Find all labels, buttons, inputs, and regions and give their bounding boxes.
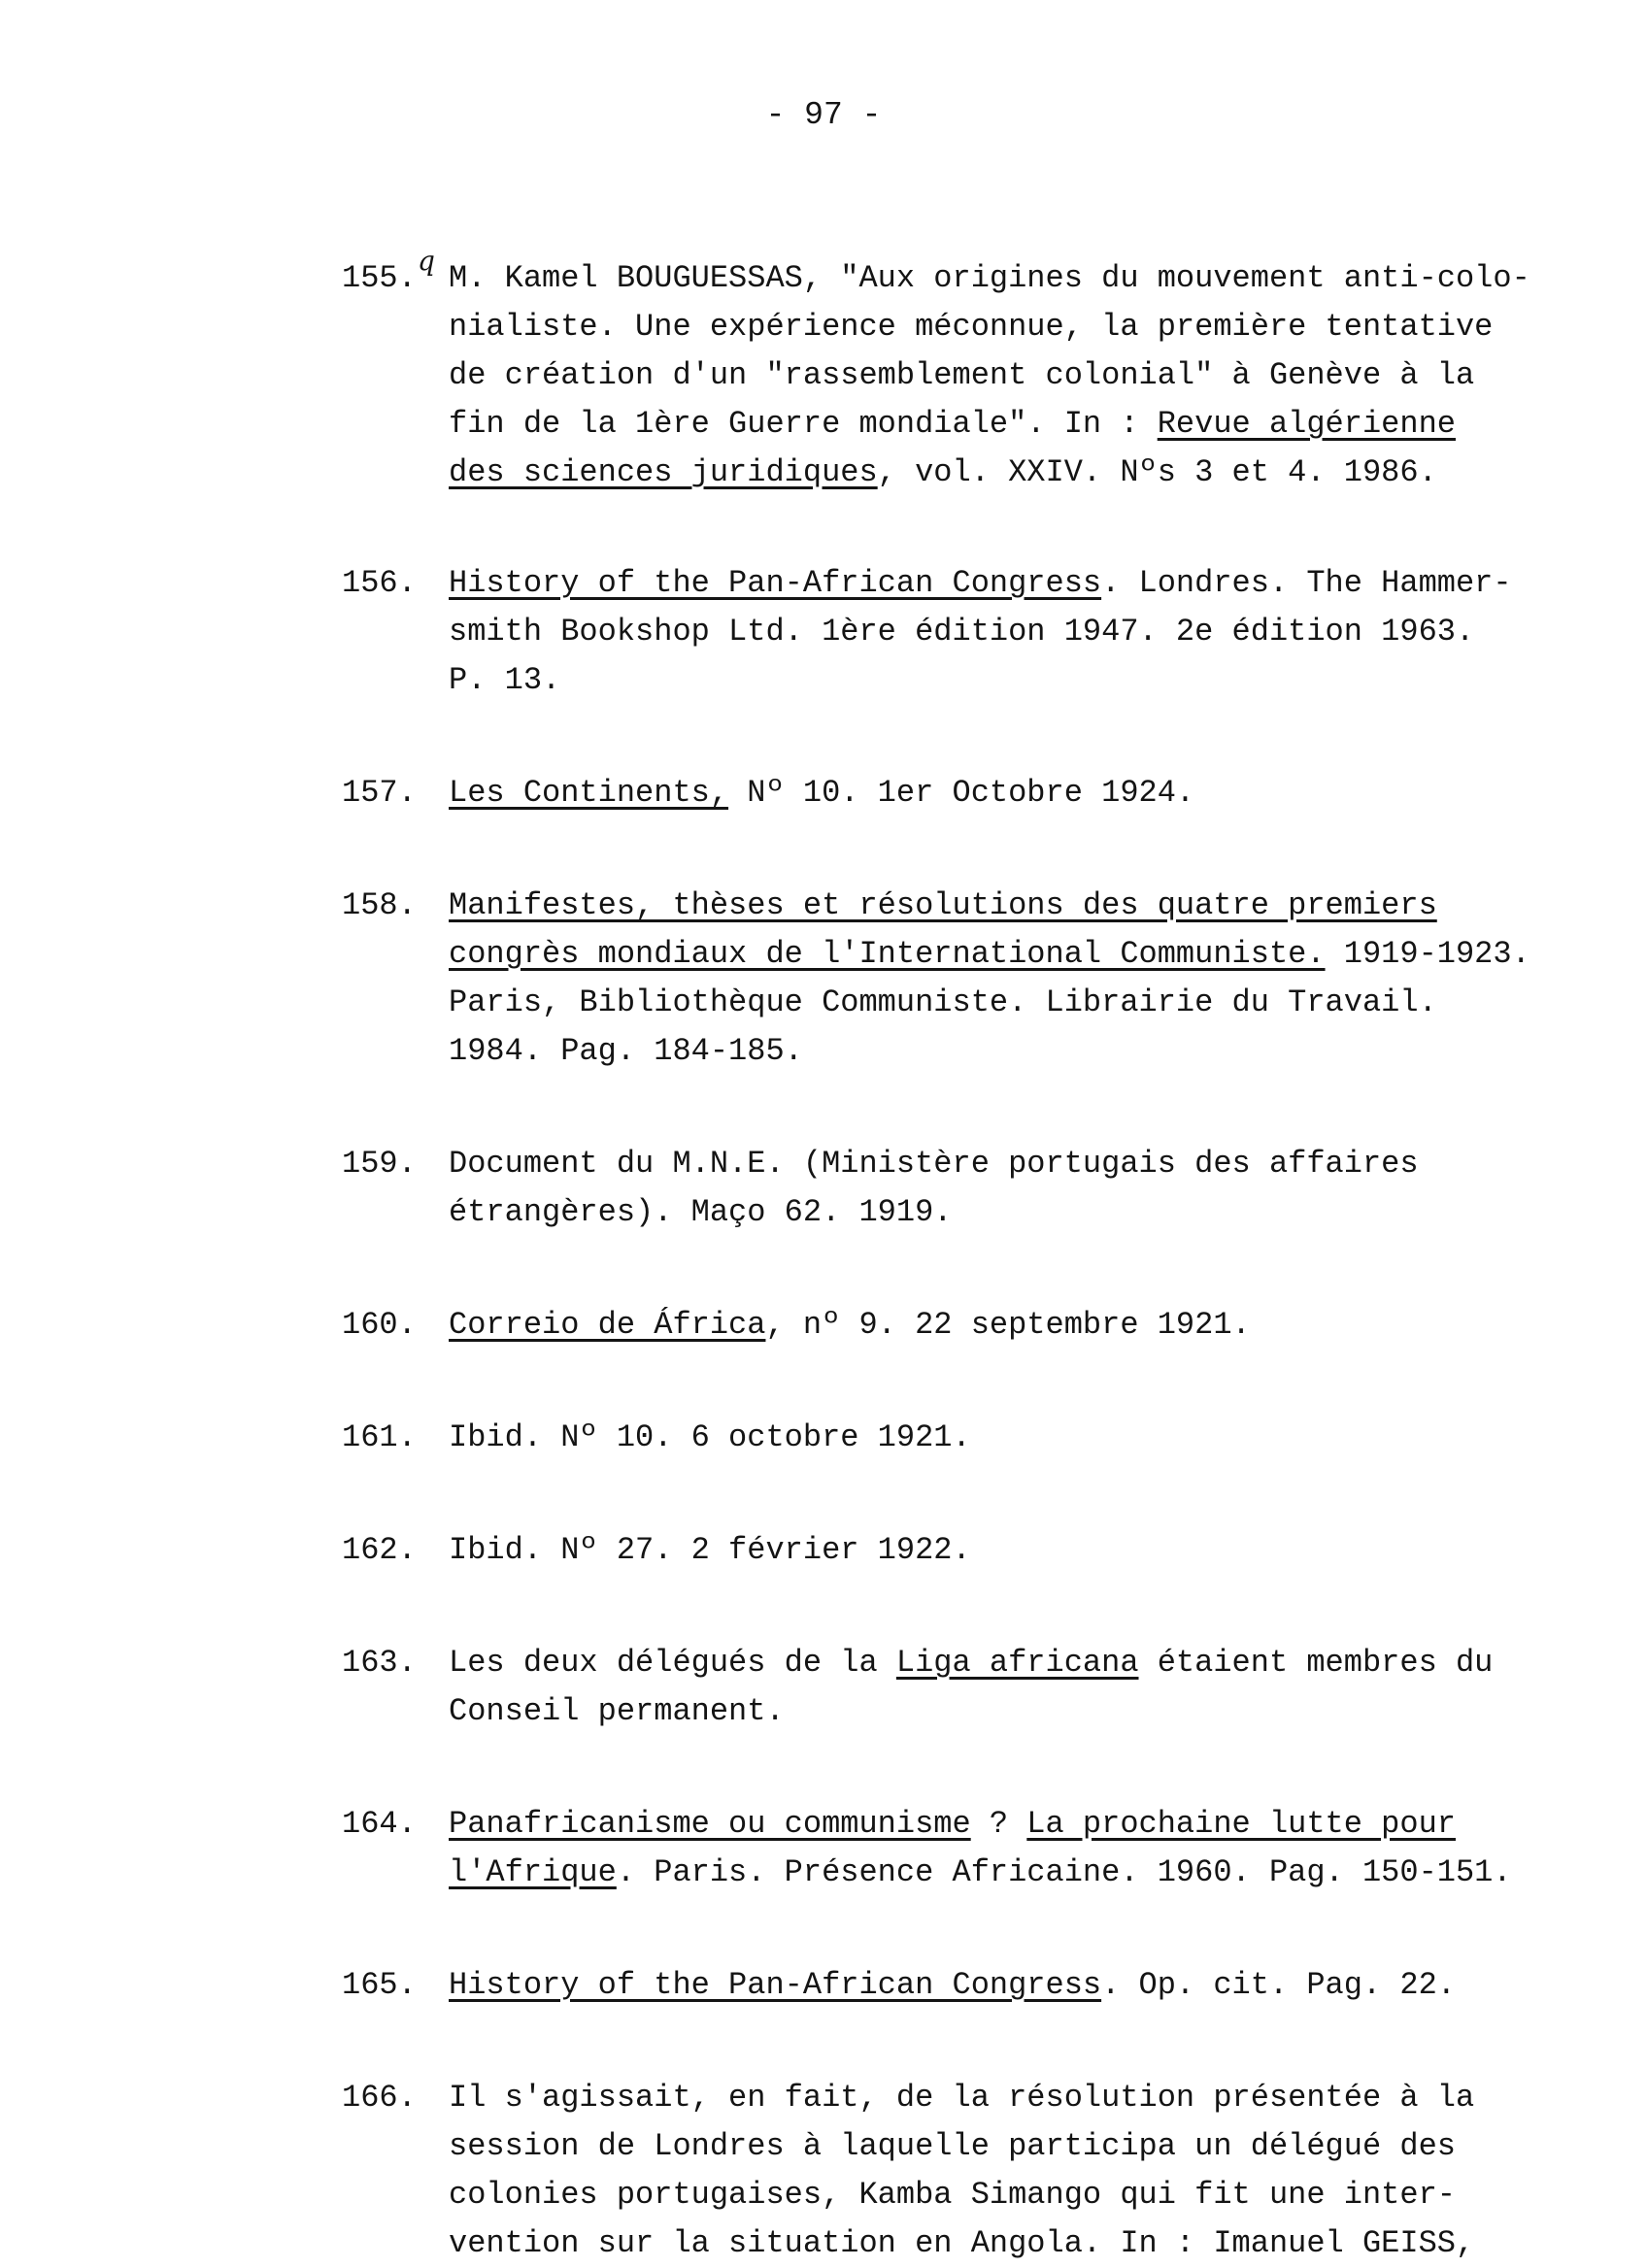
endnote-line	[449, 2171, 1604, 2219]
underlined-title: Manifestes, thèses et résolutions des quatre premiers	[449, 887, 1437, 923]
underlined-title: l'Afrique	[449, 1854, 617, 1890]
endnote-163	[342, 1639, 1604, 1736]
endnote-text: étrangères). Maço 62. 1919.	[449, 1194, 953, 1230]
endnote-text: Nº 10. 1er Octobre 1924.	[728, 775, 1195, 811]
endnote-number: 165.	[342, 1967, 417, 2003]
endnote-text: ?	[970, 1806, 1027, 1842]
endnote-text: Document du M.N.E. (Ministère portugais des affaires	[449, 1146, 1419, 1182]
endnote-number: 164.	[342, 1806, 417, 1842]
endnote-text: M. Kamel BOUGUESSAS, "Aux origines du mouvement anti-colo-	[449, 260, 1530, 296]
endnote-157	[342, 769, 1604, 817]
endnote-155	[342, 245, 1604, 497]
endnote-text: . Op. cit. Pag. 22.	[1101, 1967, 1456, 2003]
underlined-title: La prochaine lutte pour	[1026, 1806, 1456, 1842]
endnote-text: Il s'agissait, en fait, de la résolution présentée à la	[449, 2080, 1475, 2116]
handwritten-annotation: q	[418, 245, 435, 277]
endnote-line	[449, 1301, 1604, 1350]
endnote-line	[449, 1027, 1604, 1076]
endnote-156	[342, 559, 1604, 705]
endnote-162	[342, 1526, 1604, 1575]
endnote-line	[449, 1800, 1604, 1849]
endnote-number: 159.	[342, 1146, 417, 1182]
endnote-number: 157.	[342, 775, 417, 811]
endnote-text: , vol. XXIV. Nºs 3 et 4. 1986.	[877, 454, 1437, 490]
endnote-line	[449, 1687, 1604, 1736]
endnote-text: 1919-1923.	[1325, 936, 1530, 972]
endnote-text: , nº 9. 22 septembre 1921.	[765, 1307, 1251, 1343]
endnote-line	[449, 769, 1604, 817]
endnote-line	[449, 254, 1604, 303]
endnote-number: 156.	[342, 565, 417, 601]
endnote-line	[449, 930, 1604, 979]
endnote-line	[449, 2122, 1604, 2171]
endnote-text: Paris, Bibliothèque Communiste. Librairie du Travail.	[449, 984, 1437, 1020]
underlined-title: History of the Pan-African Congress	[449, 1967, 1102, 2003]
endnote-number: 160.	[342, 1307, 417, 1343]
endnote-text: . Londres. The Hammer-	[1101, 565, 1512, 601]
endnote-158	[342, 882, 1604, 1076]
endnote-text: Ibid. Nº 27. 2 février 1922.	[449, 1532, 971, 1568]
underlined-title: History of the Pan-African Congress	[449, 565, 1102, 601]
endnote-159	[342, 1140, 1604, 1237]
endnote-164	[342, 1800, 1604, 1897]
endnote-number: 161.	[342, 1419, 417, 1455]
endnote-line	[449, 608, 1604, 656]
underlined-title: Revue algérienne	[1157, 406, 1456, 442]
underlined-title: Liga africana	[895, 1645, 1139, 1681]
endnote-line	[449, 882, 1604, 930]
endnote-text: session de Londres à laquelle participa un délégué des	[449, 2128, 1456, 2164]
endnote-line	[449, 979, 1604, 1027]
endnote-text: fin de la 1ère Guerre mondiale". In :	[449, 406, 1158, 442]
endnote-text: . Paris. Présence Africaine. 1960. Pag. 150-151.	[616, 1854, 1512, 1890]
endnote-text: P. 13.	[449, 662, 561, 698]
endnote-number: 163.	[342, 1645, 417, 1681]
endnote-line	[449, 1961, 1604, 2010]
endnote-165	[342, 1961, 1604, 2010]
endnote-text: colonies portugaises, Kamba Simango qui fit une inter-	[449, 2177, 1456, 2213]
underlined-title: Correio de África	[449, 1307, 766, 1343]
endnote-number: 166.	[342, 2080, 417, 2116]
endnote-text: smith Bookshop Ltd. 1ère édition 1947. 2e édition 1963.	[449, 614, 1475, 650]
endnote-line	[449, 1526, 1604, 1575]
endnote-text: de création d'un "rassemblement colonial" à Genève à la	[449, 357, 1475, 393]
endnote-line	[449, 1414, 1604, 1462]
endnote-text: nialiste. Une expérience méconnue, la première tentative	[449, 309, 1494, 345]
endnote-line	[449, 559, 1604, 608]
endnote-line	[449, 303, 1604, 351]
endnote-line	[449, 1849, 1604, 1897]
endnote-line	[449, 351, 1604, 400]
endnote-line	[449, 1639, 1604, 1687]
endnote-160	[342, 1301, 1604, 1350]
endnote-text: étaient membres du	[1138, 1645, 1494, 1681]
underlined-title: Les Continents,	[449, 775, 729, 811]
endnote-number: 162.	[342, 1532, 417, 1568]
endnote-text: Conseil permanent.	[449, 1693, 785, 1729]
endnote-line	[449, 2074, 1604, 2122]
endnote-text: Ibid. Nº 10. 6 octobre 1921.	[449, 1419, 971, 1455]
endnote-line	[449, 2219, 1604, 2268]
endnote-text: Les deux délégués de la	[449, 1645, 896, 1681]
underlined-title: des sciences juridiques	[449, 454, 878, 490]
endnote-line	[449, 449, 1604, 497]
underlined-title: Panafricanisme ou communisme	[449, 1806, 971, 1842]
page-number: - 97 -	[765, 97, 882, 133]
endnote-text: vention sur la situation en Angola. In : Imanuel GEISS,	[449, 2225, 1475, 2261]
endnote-line	[449, 1188, 1604, 1237]
endnote-166	[342, 2074, 1604, 2268]
endnote-line	[449, 400, 1604, 449]
endnote-number: 155.	[342, 260, 417, 296]
endnote-161	[342, 1414, 1604, 1462]
endnote-line	[449, 656, 1604, 705]
endnote-number: 158.	[342, 887, 417, 923]
underlined-title: congrès mondiaux de l'International Communiste.	[449, 936, 1326, 972]
endnote-text: 1984. Pag. 184-185.	[449, 1033, 803, 1069]
endnote-line	[449, 1140, 1604, 1188]
endnotes-list	[342, 245, 1604, 2268]
